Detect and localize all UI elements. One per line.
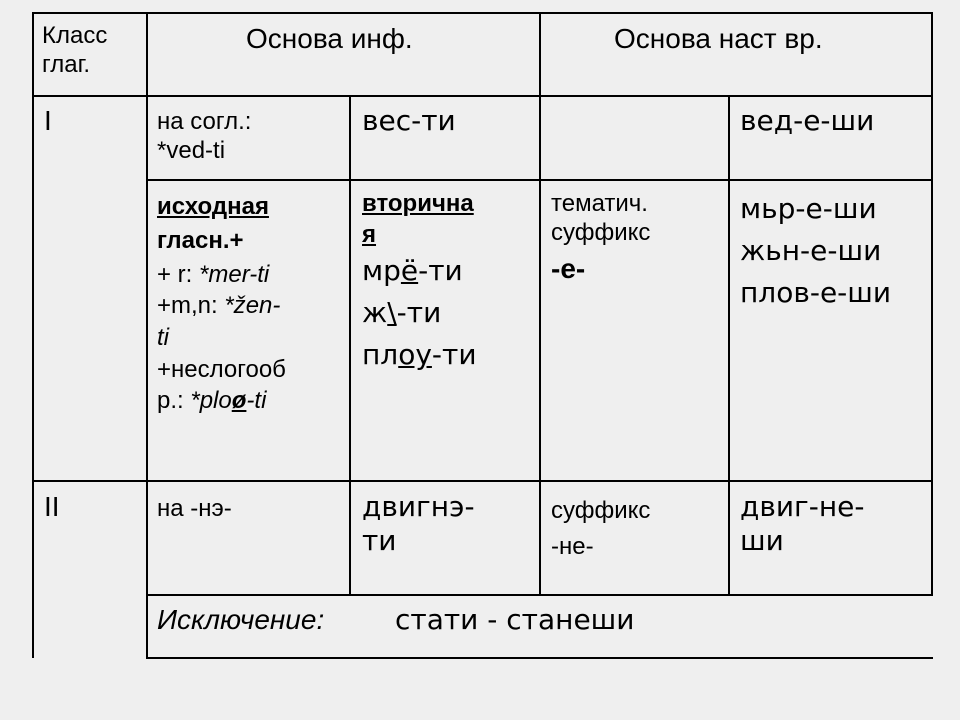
row2-nonsyll-ex-a: *plo bbox=[190, 386, 232, 414]
table-border-left bbox=[32, 12, 34, 658]
row2-r-example: *mer-ti bbox=[199, 261, 270, 289]
row3-inf-line2: ти bbox=[362, 523, 397, 557]
row2-primary-cell bbox=[157, 190, 286, 416]
row1-class: I bbox=[44, 105, 52, 136]
row2-secondary-cell bbox=[362, 190, 477, 376]
row2-pres2: жьн-е-ши bbox=[740, 234, 882, 267]
row3-type: на -нэ- bbox=[157, 495, 232, 522]
row2-suffix-line2: суффикс bbox=[551, 218, 651, 246]
table-col-rule-3 bbox=[539, 12, 541, 595]
row3-pres-cell bbox=[740, 490, 865, 557]
row2-ex1-a: мр bbox=[362, 253, 401, 287]
row2-ex3-b: оу bbox=[398, 337, 432, 371]
table-rule-after-header bbox=[32, 95, 933, 97]
row2-ex3-a: пл bbox=[362, 337, 399, 371]
row2-primary-head1: исходная bbox=[157, 193, 269, 220]
row2-ex2 bbox=[362, 292, 477, 334]
row2-mn-prefix: +m,n: bbox=[157, 292, 225, 320]
table-border-top bbox=[32, 12, 933, 14]
row2-ex2-b: \ bbox=[387, 295, 397, 329]
row2-primary-head2: гласн.+ bbox=[157, 227, 244, 255]
header-class-line1: Класс bbox=[42, 22, 108, 49]
table-border-right bbox=[931, 12, 933, 595]
exception-label: Исключение: bbox=[157, 604, 325, 635]
row2-ex1-c: -ти bbox=[418, 253, 463, 287]
row1-type-line2: *ved-ti bbox=[157, 136, 226, 164]
row2-nonsyll-ex-c: -ti bbox=[246, 386, 267, 414]
row2-pres1: мьр-е-ши bbox=[740, 192, 877, 225]
header-inf-stem: Основа инф. bbox=[246, 23, 413, 54]
table-col-rule-1 bbox=[146, 12, 148, 658]
exception-value: стати - станеши bbox=[395, 603, 635, 636]
row2-nonsyll-prefix: р.: bbox=[157, 386, 191, 414]
row2-suffix-line1: тематич. bbox=[551, 190, 648, 217]
table-border-bottom bbox=[146, 657, 933, 659]
table-rule-after-row2 bbox=[32, 480, 933, 482]
row1-type-line1: на согл.: bbox=[157, 108, 252, 135]
row1-pres: вед-е-ши bbox=[740, 104, 875, 137]
row3-suffix-cell bbox=[551, 493, 650, 565]
row2-mn-line bbox=[157, 292, 286, 321]
row2-mn-example2: ti bbox=[157, 324, 169, 352]
row2-ex3 bbox=[362, 334, 477, 376]
row1-type-cell bbox=[157, 108, 251, 166]
row2-ex1-b: ё bbox=[400, 253, 419, 287]
table-col-rule-2 bbox=[349, 95, 351, 595]
row3-inf-cell bbox=[362, 490, 475, 557]
row2-mn-example1: *žen- bbox=[224, 292, 281, 320]
row2-nonsyll-line2 bbox=[157, 385, 286, 416]
row2-suffix-cell bbox=[551, 190, 650, 285]
header-class-cell bbox=[42, 22, 107, 80]
row2-secondary-head2: я bbox=[362, 220, 377, 248]
row3-pres-line2: ши bbox=[740, 523, 784, 557]
table-col-rule-4 bbox=[728, 95, 730, 595]
row2-pres3: плов-е-ши bbox=[740, 276, 892, 309]
row2-nonsyll-ex-b: ø bbox=[231, 386, 247, 414]
row2-r-line bbox=[157, 258, 286, 292]
row2-suffix-value: -е- bbox=[551, 252, 586, 284]
row3-suffix-line1: суффикс bbox=[551, 497, 651, 524]
row1-inf: вес-ти bbox=[362, 104, 456, 137]
row3-class: II bbox=[44, 491, 60, 522]
row2-pres-cell bbox=[740, 188, 891, 314]
header-class-line2: глаг. bbox=[42, 50, 91, 78]
row3-suffix-line2: -не- bbox=[551, 533, 594, 560]
row2-nonsyll-line1: +неслогооб bbox=[157, 355, 286, 383]
row3-pres-line1: двиг-не- bbox=[740, 490, 865, 523]
row2-secondary-head1: вторична bbox=[362, 190, 474, 217]
row3-inf-line1: двигнэ- bbox=[362, 490, 475, 523]
row2-ex3-c: -ти bbox=[431, 337, 477, 371]
row2-ex2-a: ж bbox=[362, 295, 388, 329]
row2-ex2-c: -ти bbox=[396, 295, 442, 329]
row2-ex1 bbox=[362, 250, 477, 292]
header-pres-stem: Основа наст вр. bbox=[614, 23, 823, 54]
row2-r-prefix: + r: bbox=[157, 261, 200, 289]
